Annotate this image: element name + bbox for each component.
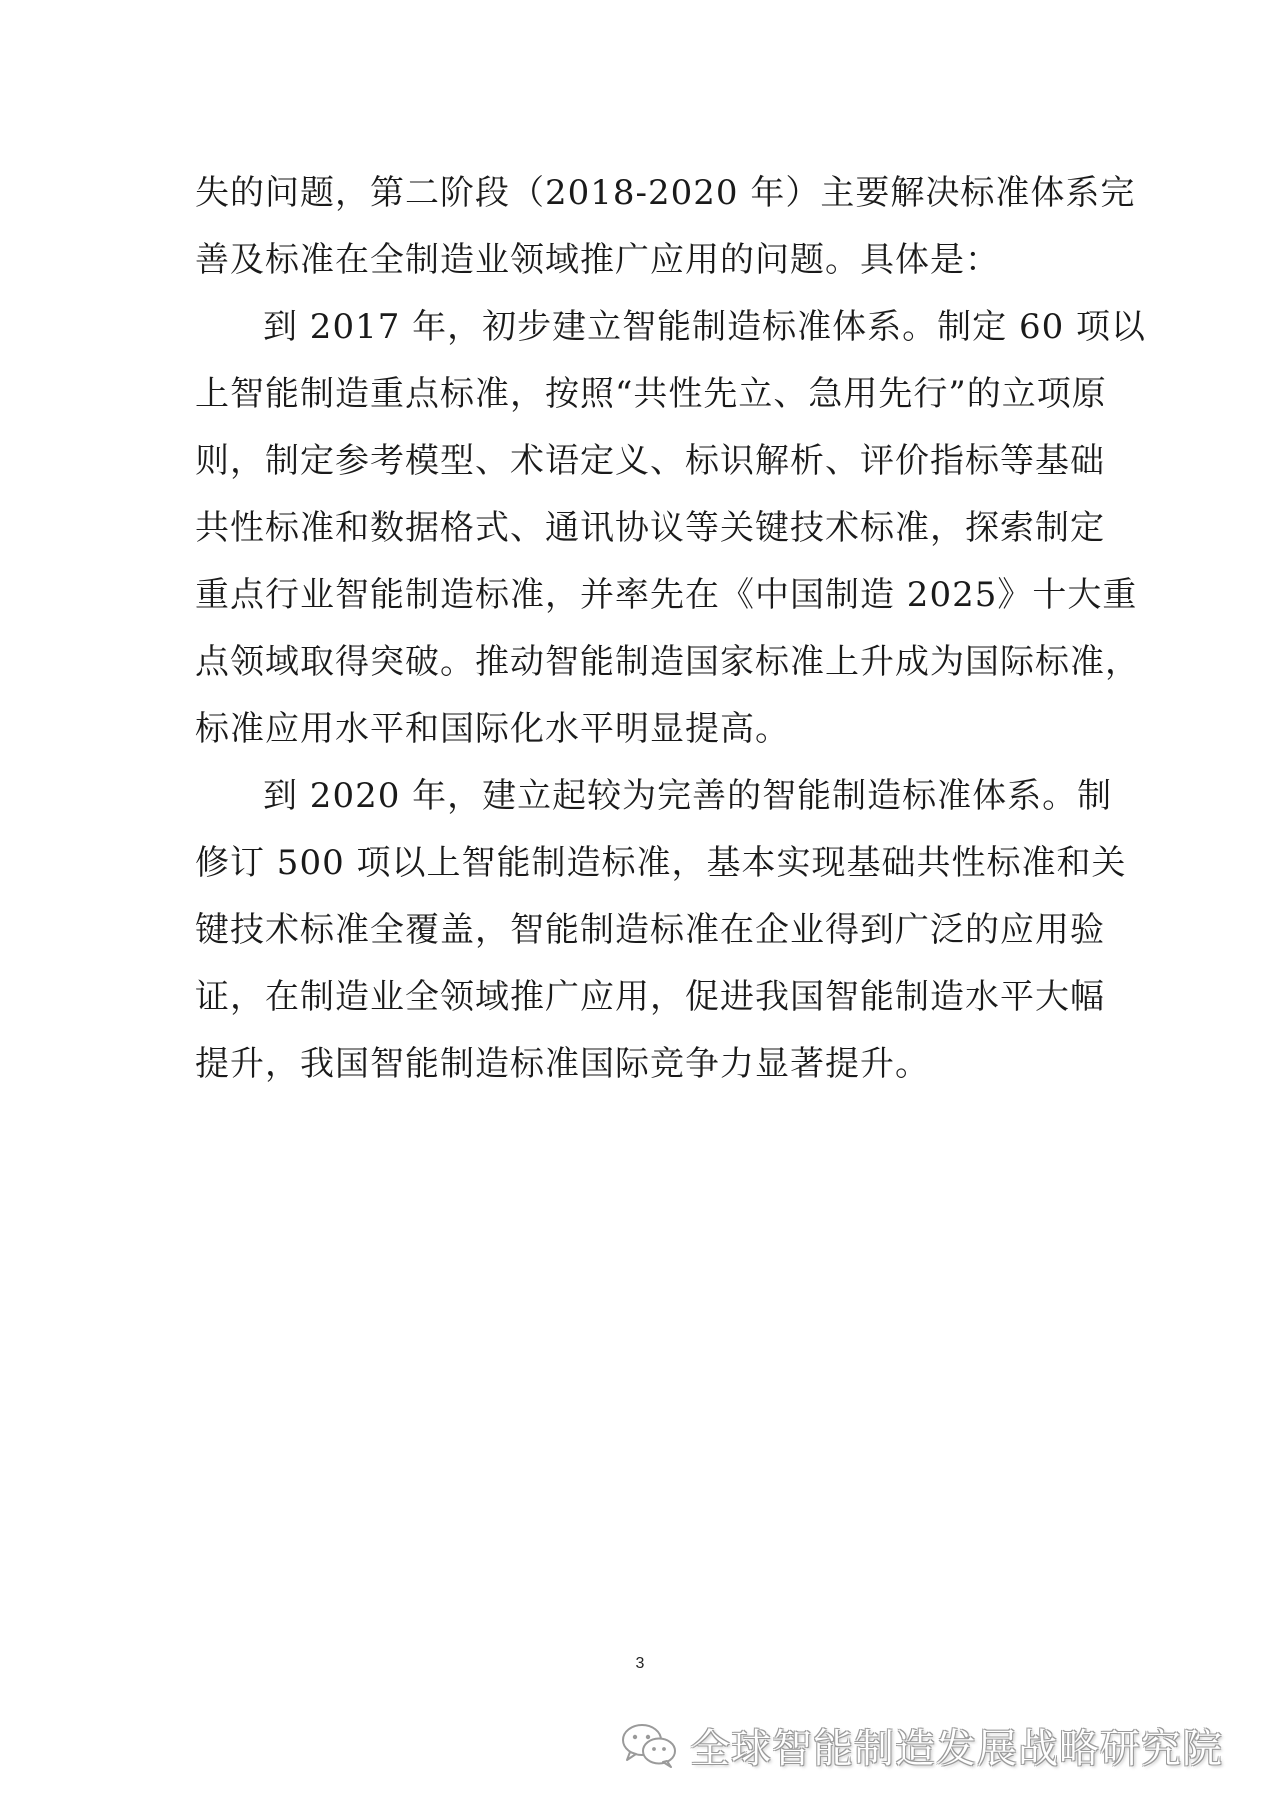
- text-line: 点领域取得突破。推动智能制造国家标准上升成为国际标准，: [195, 642, 1140, 682]
- watermark-text: 全球智能制造发展战略研究院: [690, 1725, 1223, 1772]
- text-line: 证，在制造业全领域推广应用，促进我国智能制造水平大幅: [195, 977, 1105, 1017]
- text-line: 共性标准和数据格式、通讯协议等关键技术标准，探索制定: [195, 508, 1105, 548]
- paragraph-start-line: 到 2017 年，初步建立智能制造标准体系。制定 60 项以: [263, 307, 1147, 347]
- paragraph-start-line: 到 2020 年，建立起较为完善的智能制造标准体系。制: [263, 776, 1113, 816]
- text-line: 则，制定参考模型、术语定义、标识解析、评价指标等基础: [195, 441, 1105, 481]
- text-line: 修订 500 项以上智能制造标准，基本实现基础共性标准和关: [195, 843, 1127, 883]
- wechat-icon: [620, 1722, 678, 1768]
- text-line: 键技术标准全覆盖，智能制造标准在企业得到广泛的应用验: [195, 910, 1105, 950]
- text-line: 重点行业智能制造标准，并率先在《中国制造 2025》十大重: [195, 575, 1138, 615]
- text-line: 善及标准在全制造业领域推广应用的问题。具体是：: [195, 240, 1000, 280]
- page-number: 3: [635, 1655, 645, 1672]
- text-line: 上智能制造重点标准，按照“共性先立、急用先行”的立项原: [195, 374, 1107, 414]
- text-line: 提升，我国智能制造标准国际竞争力显著提升。: [195, 1044, 930, 1084]
- body-text: [195, 160, 1147, 1098]
- watermark: [620, 1715, 1223, 1775]
- text-line: 标准应用水平和国际化水平明显提高。: [195, 709, 790, 749]
- text-line: 失的问题，第二阶段（2018-2020 年）主要解决标准体系完: [195, 173, 1136, 213]
